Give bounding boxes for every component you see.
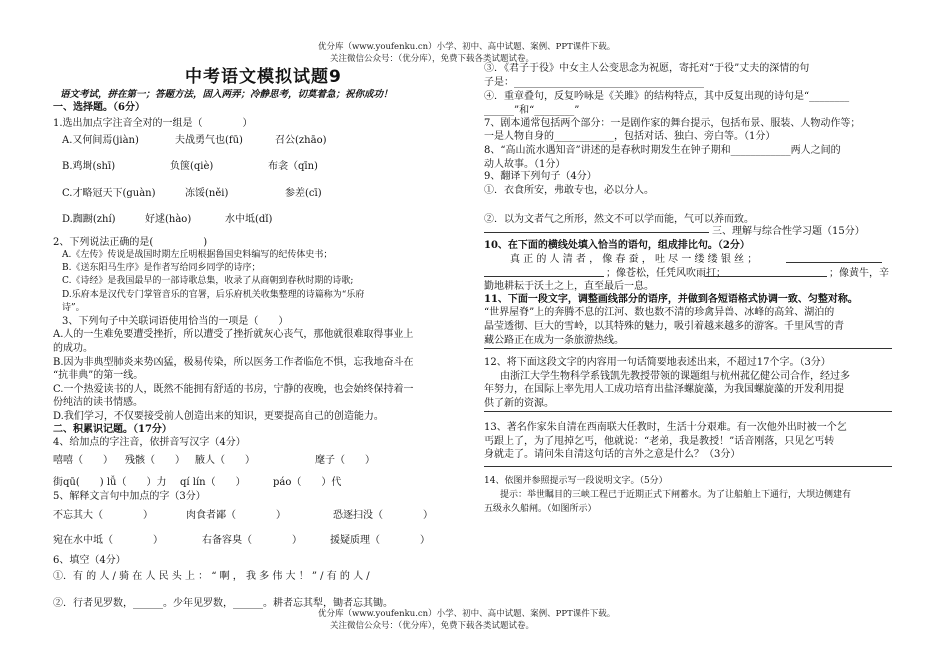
q9-item-1: ①．衣食所安，弗敢专也，必以分人。 — [484, 185, 654, 196]
question-14: 14、依图并参照提示写一段说明文字。（5分） — [484, 476, 668, 486]
footer-line-2: 关注微信公众号：（优分库），免费下载各类试题试卷。 — [330, 621, 535, 631]
question-5: 5、解释文言句中加点的字（3分） — [53, 491, 206, 502]
question-9: 9、翻译下列句子（4分） — [484, 171, 597, 182]
q1-option-d-3: 水中坻(dǐ) — [225, 214, 273, 225]
question-11: 11、下面一段文字，调整画线部分的语序，并做到各短语格式协调一致、匀整对称。 — [484, 294, 858, 305]
q6-item-4-line-1: ④．重章叠句，反复吟咏是《关雎》的结构特点，其中反复出现的诗句是“________ — [484, 91, 850, 102]
header-line-1: 优分库（www.youfenku.cn）小学、初中、高中试题、案例、PPT课件下载。 — [318, 42, 616, 52]
q10-line-4: 勤地耕耘于沃土之上，直至最后一息。 — [484, 281, 654, 292]
q4-item-7: páo（ ）代 — [273, 477, 342, 488]
question-13-line-3: 身就走了。请问朱自清这句话的言外之意是什么？（3分） — [484, 449, 741, 460]
q4-item-5: 街qū( ) lǚ（ ）力 — [53, 477, 167, 488]
question-7-line-2: 一是人物自身的____________，包括对话、独白、旁白等。（1分） — [484, 131, 776, 142]
q12-passage-line-1: 由浙江大学生物科学系钱凯先教授带领的课题组与杭州菰亿健公司合作，经过多 — [500, 371, 850, 382]
q10-line-2: ；像苍松，任凭风吹雨打； — [606, 268, 726, 279]
q1-option-b-3: 布衾（qīn) — [268, 161, 318, 172]
q4-item-1: 嘻嘻（ ） — [53, 455, 113, 466]
q1-option-c-2: 冻馁(něi) — [185, 188, 229, 199]
q11-answer-line[interactable] — [484, 348, 892, 349]
q2-option-d-line-1: D.乐府本是汉代专门掌管音乐的官署，后乐府机关收集整理的诗篇称为“乐府 — [62, 290, 365, 300]
q5-item-6: 援疑质理（ ） — [330, 535, 430, 546]
answer-line — [484, 232, 709, 233]
q1-option-a-1: A.又何间焉(jiàn) — [62, 135, 139, 146]
q10-line-3: ；像黄牛，辛 — [829, 268, 889, 279]
q9-item-2: ②．以为文者气之所形，然文不可以学而能，气可以养而致。 — [484, 214, 754, 225]
q6-item-4-line-2: ______”和“________” — [484, 105, 580, 116]
q1-option-c-1: C.才略冠天下(guàn) — [62, 188, 156, 199]
q14-hint-line-1: 提示：举世瞩目的三峡工程已于近期正式下闸蓄水。为了让船舶上下通行，大坝边侧建有 — [500, 490, 852, 500]
q4-item-6: qí lín（ ） — [180, 477, 246, 488]
q1-option-b-2: 负箧(qiè) — [170, 161, 214, 172]
question-4: 4、给加点的字注音，依拼音写汉字（4分） — [53, 437, 246, 448]
q6-item-1: ①．有 的 人 / 骑 在 人 民 头 上 ： “ 啊 ， 我 多 伟 大 ！ ” / 有 的 人 / — [53, 571, 370, 582]
question-3: 3、下列句子中关联词语使用恰当的一项是（ ） — [62, 316, 289, 327]
section-3-heading: 三、理解与综合性学习题（15分） — [712, 226, 865, 237]
q1-option-a-2: 夫战勇气也(fū) — [175, 135, 243, 146]
section-1-heading: 一、选择题。（6分） — [53, 102, 145, 113]
question-8-line-2: 动人故事。（1分） — [484, 159, 566, 170]
question-1: 1.选出加点字注音全对的一组是（ ） — [53, 118, 253, 129]
q2-option-d-line-2: 诗”。 — [62, 303, 85, 313]
q3-option-d: D.我们学习，不仅要接受前人创造出来的知识，更要提高自己的创造能力。 — [53, 411, 384, 422]
q3-option-c-line-2: 份纯洁的读书情感。 — [53, 397, 143, 408]
q3-option-b-line-1: B.因为非典型肺炎来势凶猛，极易传染，所以医务工作者临危不惧，忘我地奋斗在 — [53, 357, 414, 368]
q2-option-b: B.《送东阳马生序》是作者写给同乡同学的诗序； — [62, 263, 261, 273]
q5-item-2: 肉食者鄙（ ） — [186, 510, 286, 521]
q3-option-c-line-1: C.一个热爱读书的人，既然不能拥有舒适的书房，宁静的夜晚，也会始终保持着一 — [53, 384, 414, 395]
footer-line-1: 优分库（www.youfenku.cn）小学、初中、高中试题、案例、PPT课件下载。 — [318, 609, 616, 619]
page-title: 中考语文模拟试题9 — [185, 67, 342, 87]
q14-hint-line-2: 五级永久船闸。（如图所示） — [484, 504, 597, 514]
q4-item-4: 麾子（ ） — [315, 455, 375, 466]
q3-option-a-line-2: 的成功。 — [53, 343, 93, 354]
q13-answer-line[interactable] — [484, 466, 892, 467]
q1-option-d-1: D.踟蹰(zhí) — [62, 214, 116, 225]
q5-item-3: 恐逐扫没（ ） — [333, 510, 433, 521]
q1-option-c-3: 参差(cī) — [285, 188, 322, 199]
q6-item-3-line-2: 子是：______________________________________ — [484, 77, 704, 88]
q5-item-5: 右备容臭（ ） — [202, 535, 302, 546]
q12-passage-line-2: 年努力，在国际上率先用人工成功培育出盐泽螺旋藻，为我国螺旋藻的开发利用提 — [484, 384, 844, 395]
q5-item-4: 宛在水中坻（ ） — [53, 535, 163, 546]
question-12: 12、将下面这段文字的内容用一句话简要地表述出来，不超过17个字。（3分） — [484, 357, 831, 368]
question-2: 2、下列说法正确的是( ) — [53, 237, 208, 248]
section-2-heading: 二、积累识记题。（17分） — [53, 424, 172, 435]
question-6: 6、填空（4分） — [53, 555, 126, 566]
q5-item-1: 不忘其大（ ） — [53, 510, 153, 521]
q1-option-a-3: 召公(zhāo) — [275, 135, 327, 146]
question-8-line-1: 8、“高山流水遇知音”讲述的是春秋时期发生在钟子期和____________两人之间的 — [484, 145, 841, 156]
q11-passage-line-2: 晶莹透彻、巨大的雪岭，以其特殊的魅力，吸引着越来越多的游客。千里风雪的青 — [484, 321, 844, 332]
question-13-line-1: 13、著名作家朱自清在西南联大任教时，生活十分艰难。有一次他外出时被一个乞 — [484, 422, 847, 433]
q2-option-a: A.《左传》传说是战国时期左丘明根据鲁国史料编写的纪传体史书； — [62, 250, 333, 260]
q10-line-1: 真 正 的 人 清 者 ， 像 春 蚕 ， 吐 尽 一 缕 缕 银 丝 ； — [510, 254, 758, 265]
q3-option-a-line-1: A.人的一生难免要遭受挫折，所以遭受了挫折就灰心丧气，那他就很难取得事业上 — [53, 329, 414, 340]
q11-passage-line-1: “世界屋脊”上的奔腾不息的江河、数也数不清的珍禽异兽、冰峰的高耸、湖泊的 — [484, 307, 835, 318]
motto: 语文考试，拼在第一；答题方法，固入两弄；冷静思考，切莫着急；祝你成功！ — [60, 89, 393, 100]
q1-option-b-1: B.鸡埘(shī) — [62, 161, 116, 172]
q10-blank-3[interactable] — [705, 276, 827, 277]
q1-option-d-2: 好逑(hào) — [145, 214, 192, 225]
question-13-line-2: 丐跟上了，为了甩掉乞丐，他就说：“老弟，我是教授！”话音刚落，只见乞丐转 — [484, 436, 835, 447]
header-line-2: 关注微信公众号：（优分库），免费下载各类试题试卷。 — [330, 54, 535, 64]
q10-blank-1[interactable] — [786, 262, 882, 263]
question-7-line-1: 7、剧本通常包括两个部分：一是剧作家的舞台提示，包括布景、服装、人物动作等； — [484, 118, 861, 129]
q4-item-3: 腋人（ ） — [195, 455, 255, 466]
q2-option-c: C.《诗经》是我国最早的一部诗歌总集，收录了从商朝到春秋时期的诗歌; — [62, 276, 354, 286]
question-10: 10、在下面的横线处填入恰当的语句，组成排比句。（2分） — [484, 240, 750, 251]
q12-passage-line-3: 供了新的资源。 — [484, 398, 554, 409]
q11-passage-line-3: 藏公路正在成为一条旅游热线。 — [484, 335, 624, 346]
q3-option-b-line-2: “抗非典”的第一线。 — [53, 370, 144, 381]
q12-answer-line[interactable] — [484, 411, 892, 412]
q4-item-2: 残骸（ ） — [125, 455, 185, 466]
q6-item-3-line-1: ③．《君子于役》中女主人公变思念为祝愿，寄托对“于役”丈夫的深情的句 — [484, 63, 810, 74]
q6-item-2: ②．行者见罗数，______。少年见罗数，______。耕者忘其犁，锄者忘其锄。 — [53, 598, 393, 609]
